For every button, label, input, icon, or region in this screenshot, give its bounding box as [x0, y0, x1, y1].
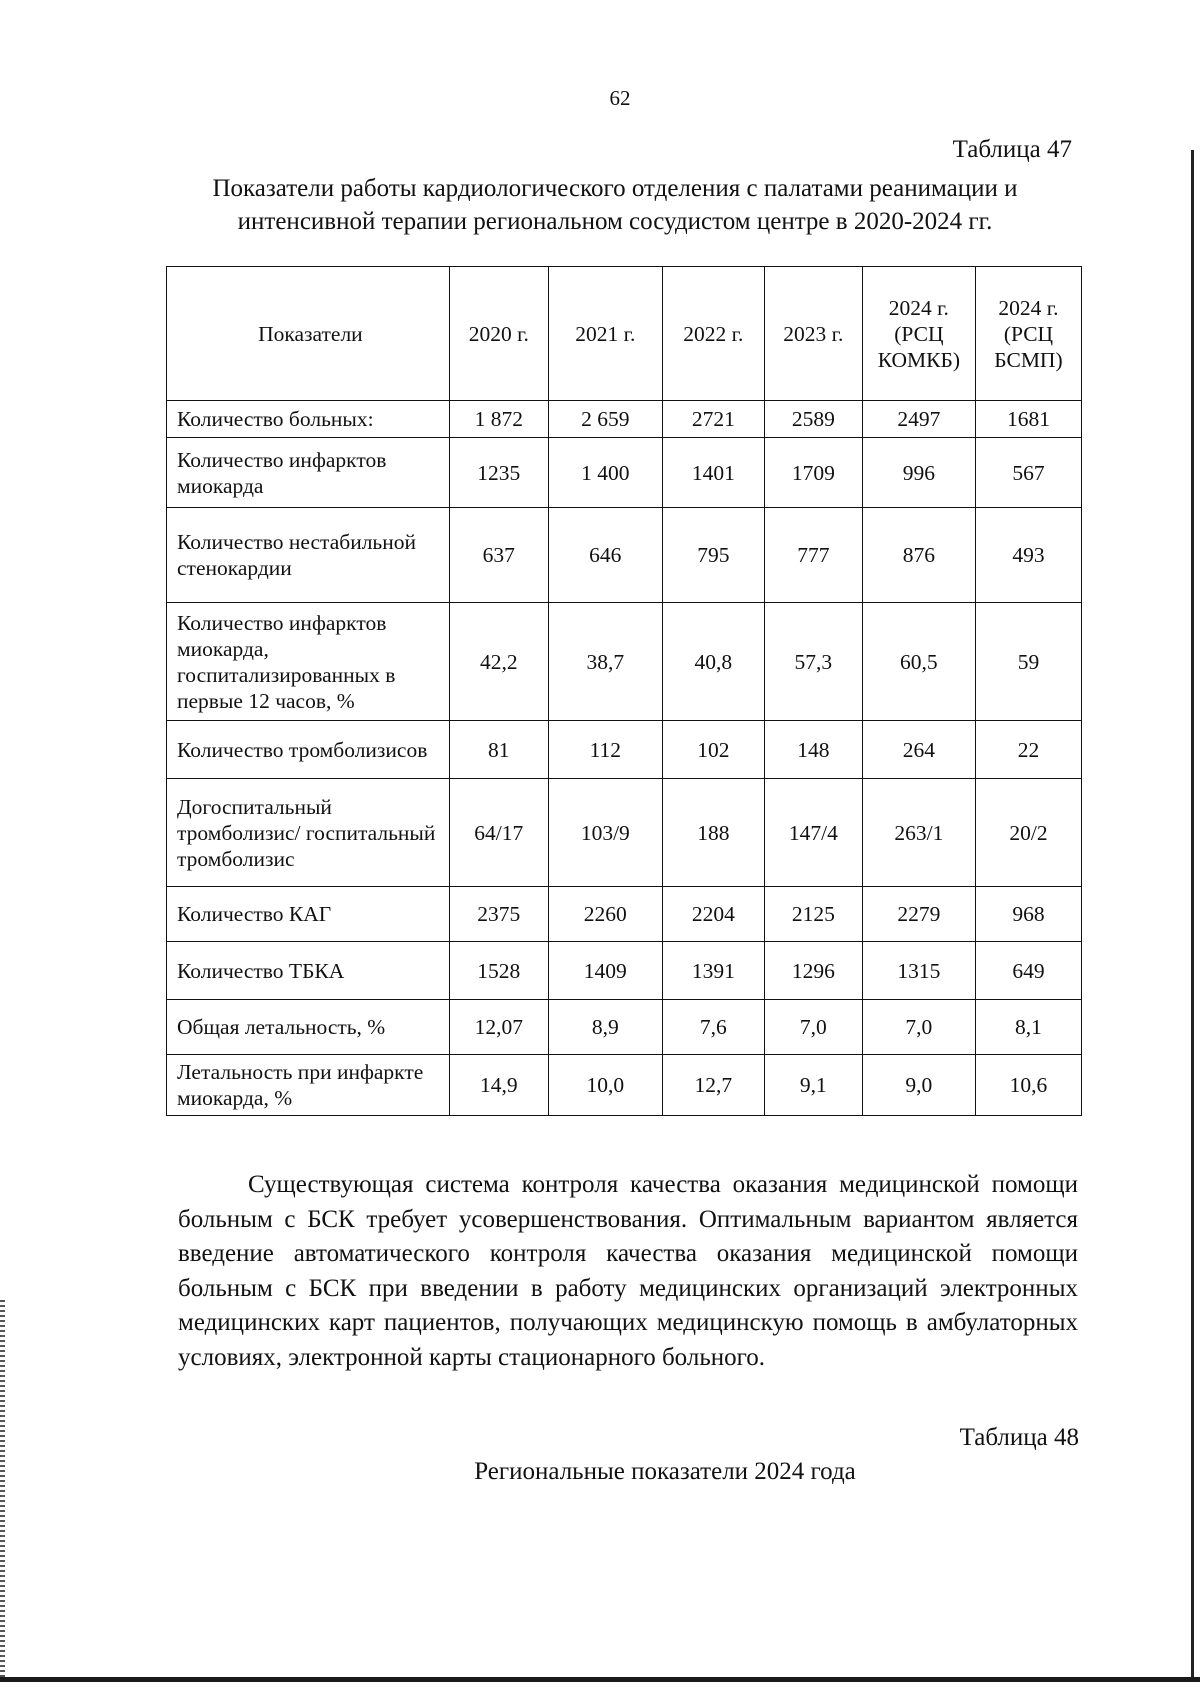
table-cell: 1528	[449, 942, 548, 1000]
table-cell: 2589	[764, 401, 862, 438]
page-number: 62	[609, 86, 631, 110]
table-cell: 649	[975, 942, 1081, 1000]
table-cell: 7,0	[764, 1000, 862, 1055]
table-cell: 2497	[862, 401, 975, 438]
table-cell: 1409	[548, 942, 662, 1000]
table-cell: 8,9	[548, 1000, 662, 1055]
row-label: Количество больных:	[167, 401, 450, 438]
table-cell: 2279	[862, 887, 975, 942]
table-cell: 1391	[662, 942, 764, 1000]
table-cell: 1 872	[449, 401, 548, 438]
table-cell: 12,07	[449, 1000, 548, 1055]
table-cell: 1401	[662, 438, 764, 508]
table-cell: 8,1	[975, 1000, 1081, 1055]
table-cell: 64/17	[449, 779, 548, 887]
row-label: Количество КАГ	[167, 887, 450, 942]
table-row	[167, 438, 1082, 508]
table-cell: 777	[764, 508, 862, 603]
table-cell: 637	[449, 508, 548, 603]
table-cell: 2721	[662, 401, 764, 438]
table-cell: 9,0	[862, 1055, 975, 1116]
table-cell: 7,0	[862, 1000, 975, 1055]
row-label: Общая летальность, %	[167, 1000, 450, 1055]
table-cell: 1 400	[548, 438, 662, 508]
row-label: Количество инфарктов миокарда, госпитализированных в первые 12 часов, %	[167, 603, 450, 721]
table-cell: 7,6	[662, 1000, 764, 1055]
table-cell: 567	[975, 438, 1081, 508]
table-cell: 9,1	[764, 1055, 862, 1116]
table-cell: 10,6	[975, 1055, 1081, 1116]
table-row	[167, 721, 1082, 779]
column-header: 2021 г.	[548, 267, 662, 401]
table-cell: 2125	[764, 887, 862, 942]
table-cell: 1235	[449, 438, 548, 508]
table-cell: 10,0	[548, 1055, 662, 1116]
table-cell: 38,7	[548, 603, 662, 721]
row-label: Количество тромболизисов	[167, 721, 450, 779]
table-cell: 646	[548, 508, 662, 603]
column-header: 2023 г.	[764, 267, 862, 401]
table-cell: 57,3	[764, 603, 862, 721]
table-cell: 263/1	[862, 779, 975, 887]
scan-edge-right	[1191, 150, 1194, 1680]
table-cell: 1681	[975, 401, 1081, 438]
table-cell: 188	[662, 779, 764, 887]
table-cell: 2375	[449, 887, 548, 942]
table-cell: 876	[862, 508, 975, 603]
table-cell: 60,5	[862, 603, 975, 721]
table-row	[167, 887, 1082, 942]
column-header: 2020 г.	[449, 267, 548, 401]
table-cell: 968	[975, 887, 1081, 942]
column-header: 2024 г. (РСЦ БСМП)	[975, 267, 1081, 401]
row-label: Количество ТБКА	[167, 942, 450, 1000]
table-row	[167, 603, 1082, 721]
table-48-caption: Таблица 48	[959, 1424, 1079, 1451]
column-header: 2022 г.	[662, 267, 764, 401]
table-header-row	[167, 267, 1082, 401]
scan-edge-bottom	[0, 1677, 1200, 1682]
table-cell: 2 659	[548, 401, 662, 438]
table-row	[167, 779, 1082, 887]
table-cell: 22	[975, 721, 1081, 779]
table-48-title: Региональные показатели 2024 года	[474, 1458, 856, 1485]
table-row	[167, 1000, 1082, 1055]
column-header: 2024 г. (РСЦ КОМКБ)	[862, 267, 975, 401]
table-cell: 148	[764, 721, 862, 779]
table-cell: 59	[975, 603, 1081, 721]
table-row	[167, 942, 1082, 1000]
table-cell: 42,2	[449, 603, 548, 721]
table-47-caption: Таблица 47	[952, 136, 1072, 163]
table-cell: 102	[662, 721, 764, 779]
table-cell: 103/9	[548, 779, 662, 887]
table-cell: 996	[862, 438, 975, 508]
row-label: Летальность при инфаркте миокарда, %	[167, 1055, 450, 1116]
table-cell: 81	[449, 721, 548, 779]
table-cell: 264	[862, 721, 975, 779]
table-cell: 1315	[862, 942, 975, 1000]
table-cell: 20/2	[975, 779, 1081, 887]
body-paragraph: Существующая система контроля качества оказания медицинской помощи больным с БСК требует усовершенствования. Оптимальным вариантом является введение автоматического контроля качества оказания медицинской помощи больным с БСК при введении в работу медицинских организаций электронных медицинских карт пациентов, получающих медицинскую помощь в амбулаторных условиях, электронной карты стационарного больного.	[178, 1171, 1078, 1371]
table-cell: 1709	[764, 438, 862, 508]
table-cell: 2204	[662, 887, 764, 942]
table-cell: 147/4	[764, 779, 862, 887]
table-cell: 14,9	[449, 1055, 548, 1116]
table-cell: 2260	[548, 887, 662, 942]
table-47-grid	[166, 266, 1082, 1116]
table-cell: 112	[548, 721, 662, 779]
row-label: Количество инфарктов миокарда	[167, 438, 450, 508]
table-row	[167, 508, 1082, 603]
table-cell: 1296	[764, 942, 862, 1000]
table-47-title: Показатели работы кардиологического отделения с палатами реанимации и интенсивной терапии региональном сосудистом центре в 2020-2024 гг.	[212, 175, 1018, 235]
table-47	[166, 266, 1082, 1116]
table-cell: 12,7	[662, 1055, 764, 1116]
row-label: Догоспитальный тромболизис/ госпитальный тромболизис	[167, 779, 450, 887]
table-row	[167, 401, 1082, 438]
scan-edge-left	[0, 1300, 5, 1680]
table-cell: 40,8	[662, 603, 764, 721]
table-row	[167, 1055, 1082, 1116]
row-label: Количество нестабильной стенокардии	[167, 508, 450, 603]
table-cell: 795	[662, 508, 764, 603]
column-header: Показатели	[167, 267, 450, 401]
table-cell: 493	[975, 508, 1081, 603]
body-paragraph-block	[178, 1168, 1078, 1375]
